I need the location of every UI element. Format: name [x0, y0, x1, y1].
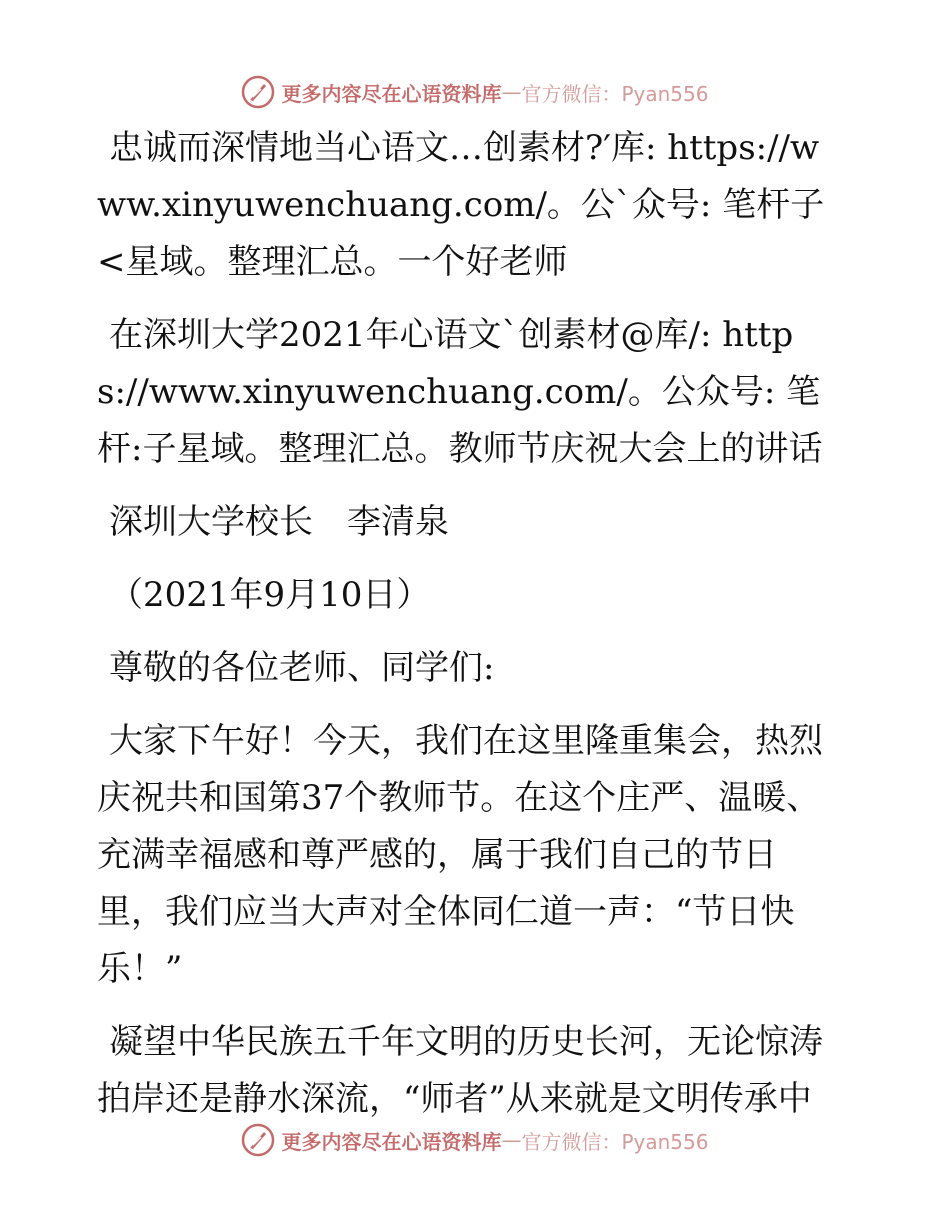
footer-banner-dash: — [501, 1128, 522, 1152]
document-body [97, 120, 837, 1144]
salutation: 尊敬的各位老师、同学们: [109, 648, 495, 688]
footer-banner-main-text: 更多内容尽在心语资料库 [281, 1129, 502, 1154]
header-banner-main-text: 更多内容尽在心语资料库 [281, 81, 502, 106]
speaker-line: 深圳大学校长 李清泉 [109, 502, 449, 542]
paragraph-intro-1: 忠诚而深情地当心语文…创素材?′库: https://www.xinyuwenchuang.com/。公`众号: 笔杆子<星域。整理汇总。一个好老师 [97, 128, 825, 282]
paragraph-intro-2: 在深圳大学2021年心语文`创素材@库/: https://www.xinyuwenchuang.com/。公众号: 笔杆:子星域。整理汇总。教师节庆祝大会上的讲话 [97, 315, 823, 469]
header-banner-contact: 官方微信：Pyan556 [521, 81, 709, 106]
header-banner-dash: — [501, 80, 522, 104]
footer-watermark-banner [0, 1120, 950, 1160]
paragraph-history: 凝望中华民族五千年文明的历史长河，无论惊涛拍岸还是静水深流，“师者”从来就是文明传承中 [97, 1022, 823, 1119]
date-line: （2021年9月10日） [109, 575, 431, 615]
feather-pen-icon [241, 75, 275, 109]
feather-pen-icon [241, 1123, 275, 1157]
footer-banner-contact: 官方微信：Pyan556 [521, 1129, 709, 1154]
paragraph-greeting: 大家下午好！今天，我们在这里隆重集会，热烈庆祝共和国第37个教师节。在这个庄严、温暖、充满幸福感和尊严感的，属于我们自己的节日里，我们应当大声对全体同仁道一声：“节日快乐！” [97, 721, 823, 989]
header-watermark-banner [0, 72, 950, 112]
